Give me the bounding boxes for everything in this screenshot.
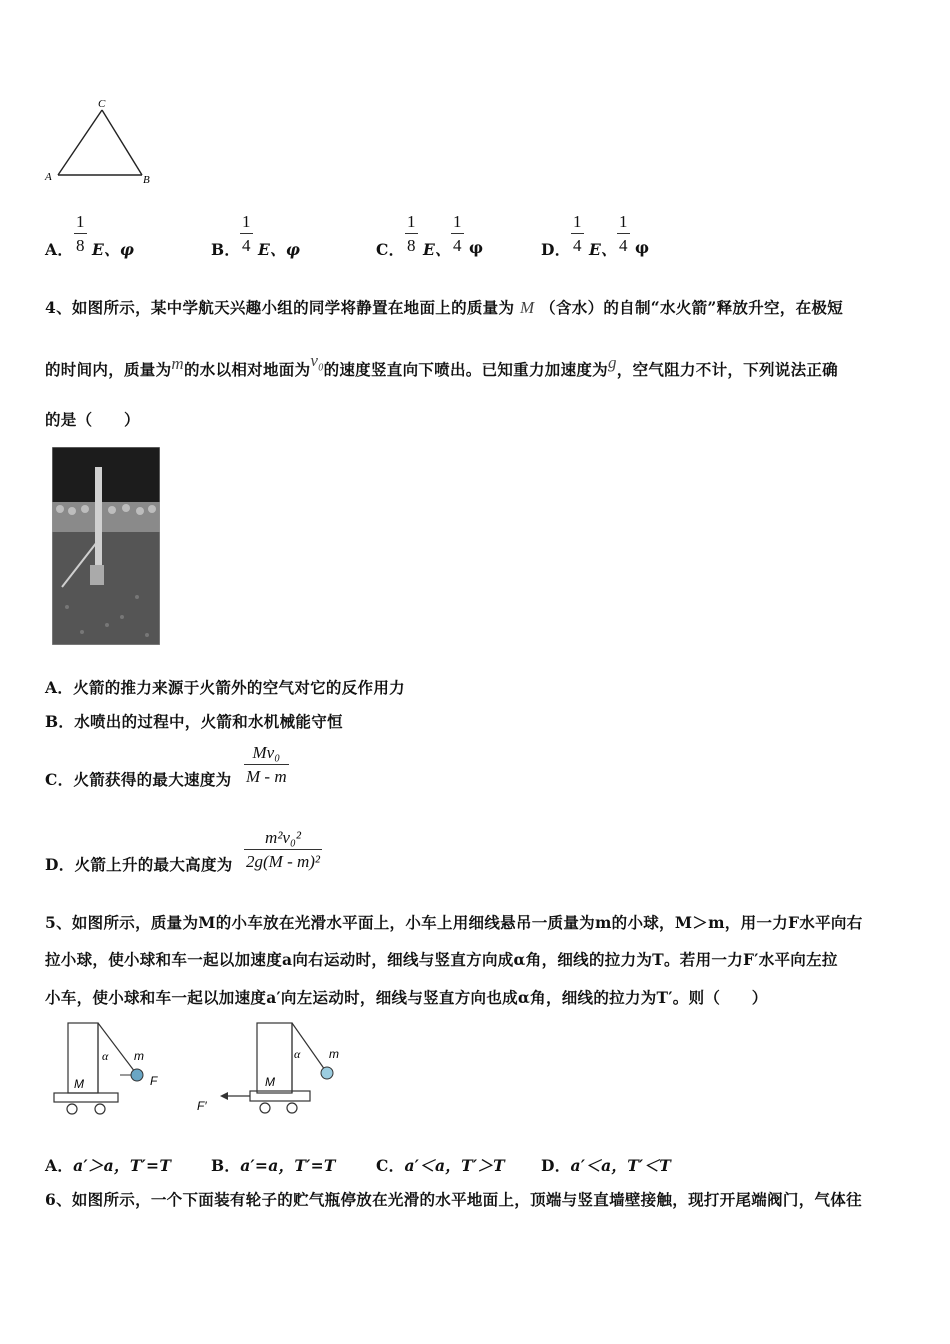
alpha-label: α	[102, 1049, 109, 1063]
fraction-1-4: $\frac{1}{4}$	[242, 212, 251, 255]
cart-pendulum-figure-2	[195, 1018, 355, 1118]
vertex-label-b: B	[143, 174, 150, 186]
q4-option-b[interactable]: B．水喷出的过程中，火箭和水机械能守恒	[45, 712, 343, 731]
q3-option-a-text: E、φ	[92, 240, 135, 259]
ball-icon	[131, 1069, 143, 1081]
q3-option-d-tail: φ	[635, 238, 650, 257]
var-m: m	[171, 354, 184, 373]
mass-M-label: M	[74, 1077, 84, 1091]
triangle-diagram	[40, 95, 170, 190]
ball-icon	[321, 1067, 333, 1079]
q3-option-d-mid: E、	[589, 240, 617, 259]
q4-stem-line1: 4、如图所示，某中学航天兴趣小组的同学将静置在地面上的质量为 M （含水）的自制“水火箭”释放升空，在极短	[45, 298, 844, 317]
force-F-label: F	[150, 1074, 158, 1088]
option-label: B．	[211, 240, 241, 259]
vertex-label-c: C	[98, 98, 106, 110]
vertex-label-a: A	[45, 171, 52, 183]
q4-option-c-fraction: $\frac{\text{Mv₀}}{M - m}$	[246, 743, 287, 786]
q5-stem-line1: 5、如图所示，质量为M的小车放在光滑水平面上，小车上用细线悬吊一质量为m的小球，M＞m，用一力F水平向右	[45, 913, 863, 932]
q4-stem-line3: 的是（ ）	[45, 410, 140, 429]
var-g: g	[607, 353, 617, 372]
q3-option-c-mid: E、	[423, 240, 451, 259]
option-label: A．	[45, 240, 74, 259]
option-label: C．	[376, 240, 405, 259]
q4-stem-line2: 的时间内，质量为m的水以相对地面为$v_0$的速度竖直向下喷出。已知重力加速度为g，空气阻力不计，下列说法正确	[45, 351, 838, 379]
water-rocket-photo	[52, 447, 160, 645]
fraction-1-4: $\frac{1}{4}$	[453, 212, 462, 255]
q4-option-c[interactable]: C．火箭获得的最大速度为	[45, 770, 232, 789]
fraction-1-4: $\frac{1}{4}$	[619, 212, 628, 255]
alpha-label: α	[294, 1047, 301, 1061]
q3-option-a[interactable]	[45, 238, 73, 260]
mass-m-label: m	[329, 1047, 339, 1061]
var-M: M	[520, 298, 535, 317]
option-label: D．	[541, 240, 571, 259]
cart-pendulum-figure-1	[50, 1018, 170, 1118]
q5-option-d[interactable]: D．a′＜a，T′＜T	[541, 1156, 672, 1175]
q5-option-b[interactable]: B．a′=a，T′=T	[211, 1156, 336, 1175]
q5-option-a[interactable]: A．a′＞a，T′=T	[45, 1156, 172, 1175]
fraction-1-8: $\frac{1}{8}$	[76, 212, 85, 255]
fraction-1-4: $\frac{1}{4}$	[573, 212, 582, 255]
q3-option-d[interactable]	[541, 238, 571, 260]
q5-stem-line2: 拉小球，使小球和车一起以加速度a向右运动时，细线与竖直方向成α角，细线的拉力为T。若用一力F′水平向左拉	[45, 950, 838, 969]
arrow-left-icon	[220, 1092, 228, 1100]
q5-stem-line3: 小车，使小球和车一起以加速度a′向左运动时，细线与竖直方向也成α角，细线的拉力为T′。则（ ）	[45, 988, 768, 1007]
q3-option-c-tail: φ	[469, 238, 484, 257]
q4-option-a[interactable]: A．火箭的推力来源于火箭外的空气对它的反作用力	[45, 678, 405, 697]
fraction-1-8: $\frac{1}{8}$	[407, 212, 416, 255]
q4-option-d-fraction: $\frac{\text{m²v₀²}}{\text{2g(M - m)²}}$	[246, 828, 321, 871]
q6-stem-line1: 6、如图所示，一个下面装有轮子的贮气瓶停放在光滑的水平地面上，顶端与竖直墙壁接触，现打开尾端阀门，气体往	[45, 1190, 862, 1209]
q3-option-c[interactable]	[376, 238, 404, 260]
force-F-prime-label: F′	[197, 1099, 207, 1113]
q5-option-c[interactable]: C．a′＜a，T′＞T	[376, 1156, 505, 1175]
q4-option-d[interactable]: D．火箭上升的最大高度为	[45, 855, 233, 874]
mass-M-label: M	[265, 1075, 275, 1089]
q3-option-b-text: E、φ	[258, 240, 301, 259]
var-v0: $v_0$	[310, 351, 324, 374]
q3-option-b[interactable]	[211, 238, 240, 260]
mass-m-label: m	[134, 1049, 144, 1063]
